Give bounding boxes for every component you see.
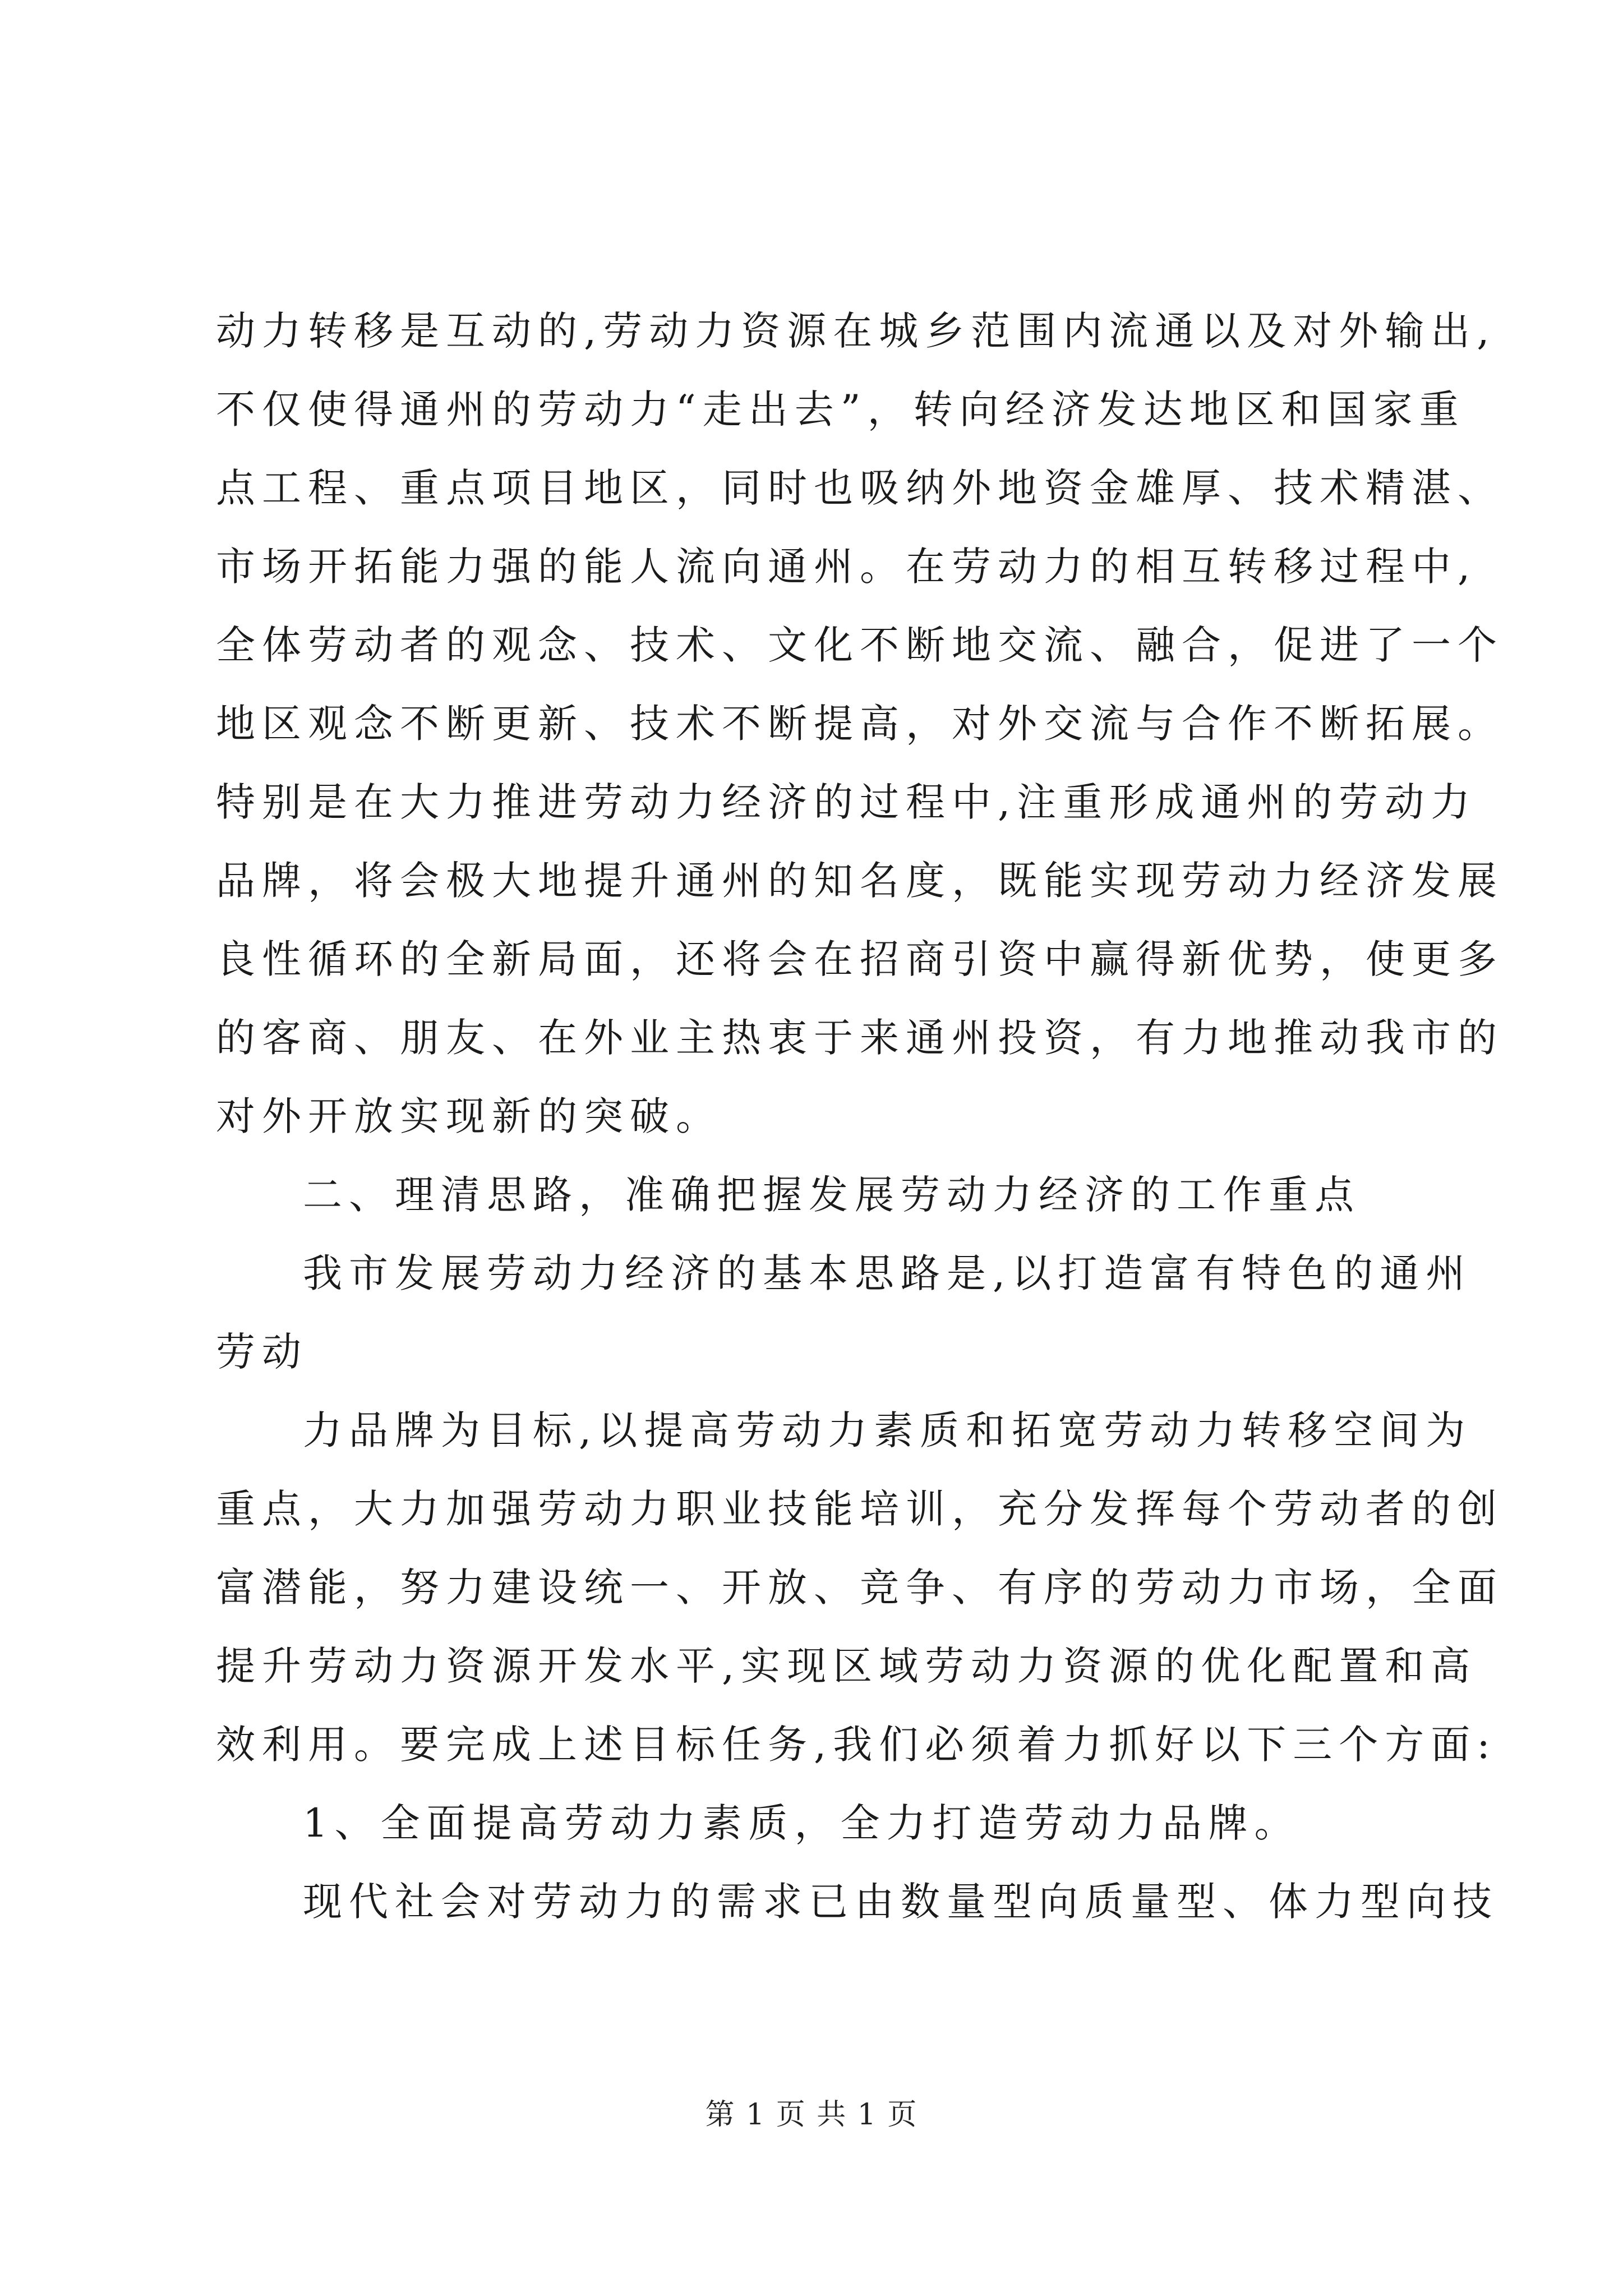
- body-line-10: 的客商、朋友、在外业主热衷于来通州投资，有力地推动我市的: [216, 1015, 1504, 1061]
- body-line-9: 良性循环的全新局面，还将会在招商引资中赢得新优势，使更多: [216, 936, 1504, 982]
- body-line-6: 地区观念不断更新、技术不断提高，对外交流与合作不断拓展。: [216, 701, 1504, 747]
- body-line-5: 全体劳动者的观念、技术、文化不断地交流、融合，促进了一个: [216, 622, 1504, 668]
- body-line-11: 对外开放实现新的突破。: [216, 1093, 722, 1139]
- subsection-heading: 1、全面提高劳动力素质，全力打造劳动力品牌。: [303, 1800, 1301, 1846]
- body-line-18: 提升劳动力资源开发水平,实现区域劳动力资源的优化配置和高: [216, 1643, 1477, 1689]
- body-line-8: 品牌，将会极大地提升通州的知名度，既能实现劳动力经济发展: [216, 858, 1504, 904]
- body-line-14: 劳动: [216, 1329, 308, 1375]
- body-line-16: 重点，大力加强劳动力职业技能培训，充分发挥每个劳动者的创: [216, 1486, 1504, 1532]
- body-line-19: 效利用。要完成上述目标任务,我们必须着力抓好以下三个方面:: [216, 1722, 1497, 1768]
- body-line-15: 力品牌为目标,以提高劳动力素质和拓宽劳动力转移空间为: [303, 1407, 1472, 1453]
- body-line-7: 特别是在大力推进劳动力经济的过程中,注重形成通州的劳动力: [216, 779, 1477, 825]
- body-line-1: 动力转移是互动的,劳动力资源在城乡范围内流通以及对外输出,: [216, 308, 1496, 354]
- body-line-21: 现代社会对劳动力的需求已由数量型向质量型、体力型向技: [303, 1879, 1498, 1925]
- page-number-footer: 第 1 页 共 1 页: [705, 2098, 918, 2132]
- body-line-3: 点工程、重点项目地区，同时也吸纳外地资金雄厚、技术精湛、: [216, 465, 1504, 511]
- body-line-17: 富潜能，努力建设统一、开放、竞争、有序的劳动力市场，全面: [216, 1565, 1504, 1611]
- body-line-2: 不仅使得通州的劳动力“走出去”，转向经济发达地区和国家重: [216, 386, 1465, 432]
- body-line-4: 市场开拓能力强的能人流向通州。在劳动力的相互转移过程中,: [216, 544, 1477, 590]
- body-line-13: 我市发展劳动力经济的基本思路是,以打造富有特色的通州: [303, 1250, 1472, 1296]
- section-heading: 二、理清思路，准确把握发展劳动力经济的工作重点: [303, 1172, 1361, 1218]
